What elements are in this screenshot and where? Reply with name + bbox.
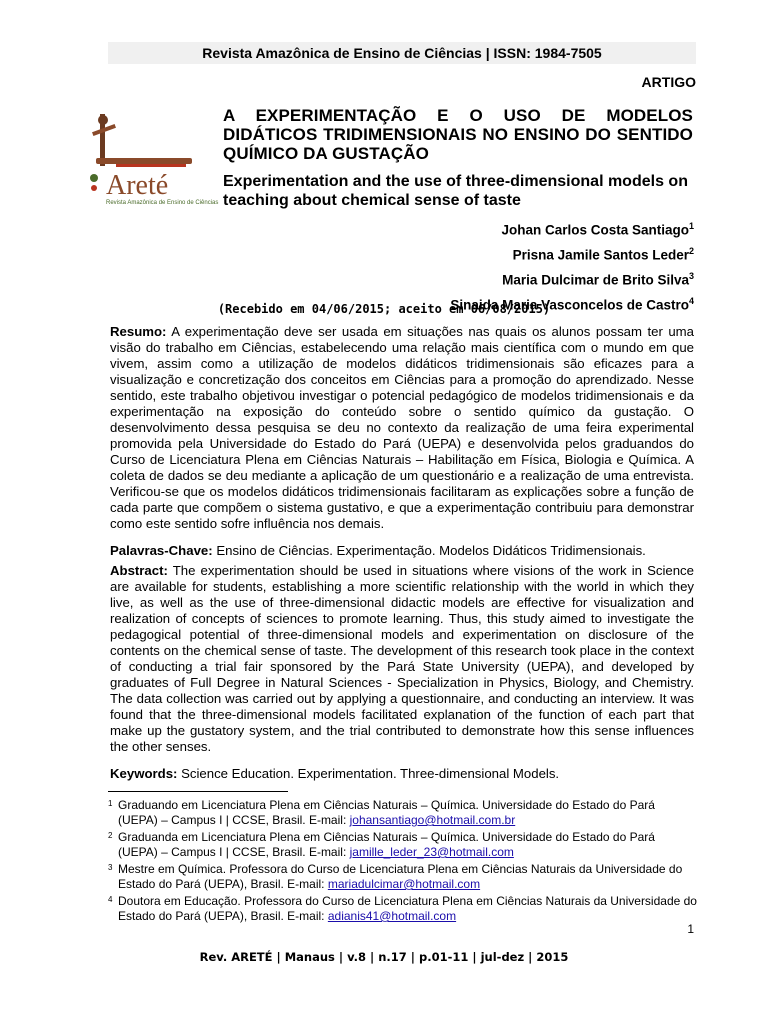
footnotes bbox=[108, 798, 698, 926]
footnote-divider bbox=[108, 791, 288, 792]
footnote: 1 Graduando em Licenciatura Plena em Ciências Naturais – Química. Universidade do Estado do Pará (UEPA) – Campus I | CCSE, Brasil. E-mail: johansantiago@hotmail.com.br bbox=[108, 798, 655, 827]
logo-subtitle: Revista Amazônica de Ensino de Ciências bbox=[106, 200, 219, 206]
logo-leaf bbox=[90, 174, 98, 182]
abstract-paragraph bbox=[110, 563, 694, 755]
logo-canoe-shadow bbox=[116, 164, 186, 167]
palavras-chave-text: Ensino de Ciências. Experimentação. Modelos Didáticos Tridimensionais. bbox=[216, 543, 646, 558]
keywords-text: Science Education. Experimentation. Three-dimensional Models. bbox=[181, 766, 560, 781]
author: Johan Carlos Costa Santiago$^1$ bbox=[501, 221, 694, 238]
keywords bbox=[110, 766, 694, 782]
received-dates: (Recebido em 04/06/2015; aceito em 06/08/2015) bbox=[217, 302, 551, 316]
journal-header bbox=[108, 42, 696, 64]
author: Sinaida Maria Vasconcelos de Castro$^4$ bbox=[450, 296, 694, 313]
resumo-paragraph bbox=[110, 324, 694, 532]
title-portuguese: A EXPERIMENTAÇÃO E O USO DE MODELOS DIDÁTICOS TRIDIMENSIONAIS NO ENSINO DO SENTIDO QUÍMICO DA GUSTAÇÃO bbox=[223, 106, 693, 163]
keywords-label: Keywords: bbox=[110, 766, 178, 781]
author: Prisna Jamile Santos Leder$^2$ bbox=[512, 246, 694, 263]
journal-footer: Rev. ARETÉ | Manaus | v.8 | n.17 | p.01-11 | jul-dez | 2015 bbox=[199, 950, 569, 964]
author-email-link[interactable]: adianis41@hotmail.com bbox=[327, 909, 457, 923]
arete-logo bbox=[86, 108, 219, 208]
logo-figure-head bbox=[98, 115, 108, 125]
resumo-text: A experimentação deve ser usada em situações nas quais os alunos possam ter uma visão do trabalho em Ciências, estabelecendo uma relação mais científica com o mundo em que vivem, assim como a utilização de modelos didáticos tridimensionais são eficazes para a visualização e concretização dos conceitos em Ciências para a promoção do aprendizado. Nesse sentido, este trabalho objetivou investigar o potencial pedagógico de modelos tridimensionais e da experimentação na exposição do conteúdo sobre o sentido químico da gustação. O desenvolvimento dessa pesquisa se deu no contexto da realização de uma feira experimental promovida pela Universidade do Estado do Pará (UEPA) e desenvolvida pelos graduandos do Curso de Licenciatura Plena em Ciências Naturais – Habilitação em Física, Biologia e Química. A coleta de dados se deu mediante a aplicação de um questionário e a realização de uma entrevista. Verificou-se que os modelos didáticos tridimensionais facilitaram as explicações sobre a função de cada parte que compõem o sistema gustativo, e que a experimentação contribuiu para demonstrar como este sentido sofre influência nos demais. bbox=[110, 324, 694, 531]
title-english: Experimentation and the use of three-dimensional models on teaching about chemical sense of taste bbox=[223, 173, 688, 209]
footnote: 3 Mestre em Química. Professora do Curso de Licenciatura Plena em Ciências Naturais da Universidade do Estado do Pará (UEPA), Brasil. E-mail: mariadulcimar@hotmail.com bbox=[108, 862, 683, 891]
author-list bbox=[450, 216, 694, 316]
abstract-text: The experimentation should be used in situations where visions of the work in Science are available for students, establishing a more scientific relationship with the world in which they live, as well as the use of three-dimensional didactic models are effective for visualization and realization of concepts of sciences to promote learning. Thus, this study aimed to investigate the pedagogical potential of three-dimensional models and experimentation on disclosure of the contents on the chemical sense of taste. The development of this research took place in the context of conducting a trial fair sponsored by the Pará State University (UEPA), and developed by graduates of Full Degree in Natural Sciences - Specialization in Physics, Biology, and Chemistry. The data collection was carried out by applying a questionnaire, and conducting an interview. It was found that the three-dimensional models facilitated explanation of the function of each part that make up the gustatory system, and the trial contributed to demonstrate how this sense influences the other senses. bbox=[110, 563, 694, 754]
logo-canoe bbox=[96, 158, 192, 164]
author: Maria Dulcimar de Brito Silva$^3$ bbox=[502, 271, 694, 288]
palavras-chave bbox=[110, 543, 694, 559]
footnote: 2 Graduanda em Licenciatura Plena em Ciências Naturais – Química. Universidade do Estado do Pará (UEPA) – Campus I | CCSE, Brasil. E-mail: jamille_leder_23@hotmail.com bbox=[108, 830, 655, 859]
page-number: 1 bbox=[687, 922, 694, 936]
author-email-link[interactable]: mariadulcimar@hotmail.com bbox=[327, 877, 481, 891]
author-email-link[interactable]: jamille_leder_23@hotmail.com bbox=[349, 845, 514, 859]
abstract-label: Abstract: bbox=[110, 563, 168, 578]
resumo-label: Resumo: bbox=[110, 324, 167, 339]
palavras-chave-label: Palavras-Chave: bbox=[110, 543, 213, 558]
author-email-link[interactable]: johansantiago@hotmail.com.br bbox=[349, 813, 516, 827]
footnote: 4 Doutora em Educação. Professora do Curso de Licenciatura Plena em Ciências Naturais da Universidade do Estado do Pará (UEPA), Brasil. E-mail: adianis41@hotmail.com bbox=[108, 894, 697, 923]
article-type-label: ARTIGO bbox=[641, 74, 696, 90]
logo-wordmark: Areté bbox=[106, 170, 169, 201]
logo-leaf bbox=[91, 185, 97, 191]
journal-title: Revista Amazônica de Ensino de Ciências | ISSN: 1984-7505 bbox=[202, 45, 602, 61]
